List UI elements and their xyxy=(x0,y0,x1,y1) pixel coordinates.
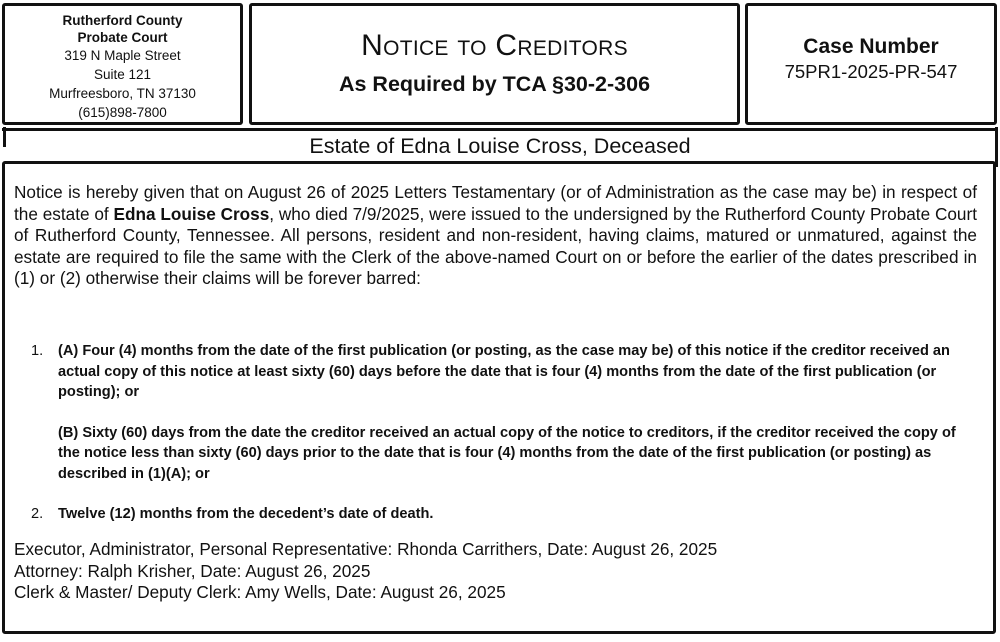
notice-title: Notice to Creditors xyxy=(361,29,628,62)
intro-text-part1: Notice is hereby given that on August 26 of 2025 Letters Testamentary (or of Administration as the case may be) in respect of the estate of xyxy=(14,182,977,224)
signature-block xyxy=(14,539,974,604)
list-item-number: 1. xyxy=(31,343,44,359)
court-address1: 319 N Maple Street xyxy=(64,48,181,63)
case-number-label: Case Number xyxy=(803,35,939,58)
court-city: Murfreesboro, TN 37130 xyxy=(49,86,196,101)
case-number-box xyxy=(745,3,997,125)
list-item xyxy=(31,341,976,403)
intro-text-part2: , who died 7/9/2025, were issued to the undersigned by the Rutherford County Probate Court of Rutherford County, Tennessee. All persons, resident and non-resident, having claims, matured or unmatured, against the estate are required to file the same with the Clerk of the above-named Court on or before the earlier of the dates prescribed in (1) or (2) otherwise their claims will be forever barred: xyxy=(14,203,977,288)
signature-executor: Executor, Administrator, Personal Representative: Rhonda Carrithers, Date: August 26, 2025 xyxy=(14,539,718,559)
court-address2: Suite 121 xyxy=(93,67,152,82)
signature-attorney: Attorney: Ralph Krisher, Date: August 26, 2025 xyxy=(14,560,371,581)
notice-body-box xyxy=(2,161,996,634)
list-item-text-a: (A) Four (4) months from the date of the first publication (or posting, as the case may be) of this notice if the creditor received an actual copy of this notice at least sixty (60) days before the date that is four (4) months from the date of the first publication (or posting); or xyxy=(58,343,950,400)
court-phone: (615)898-7800 xyxy=(78,105,167,120)
court-name-line2: Probate Court xyxy=(77,30,168,45)
list-item-number: 2. xyxy=(31,506,44,522)
intro-paragraph xyxy=(14,182,977,290)
court-info-box xyxy=(2,3,243,125)
signature-clerk: Clerk & Master/ Deputy Clerk: Amy Wells, Date: August 26, 2025 xyxy=(14,582,506,602)
estate-title: Estate of Edna Louise Cross, Deceased xyxy=(309,134,691,158)
notice-subtitle: As Required by TCA §30-2-306 xyxy=(338,72,651,96)
deadline-list xyxy=(31,341,976,525)
court-name-line1: Rutherford County xyxy=(62,13,183,28)
list-item-text-a: Twelve (12) months from the decedent’s date of death. xyxy=(58,506,434,522)
decedent-name: Edna Louise Cross xyxy=(113,203,270,224)
notice-title-box xyxy=(249,3,740,125)
list-item xyxy=(31,504,976,525)
list-item-text-b: (B) Sixty (60) days from the date the creditor received an actual copy of the notice to creditors, if the creditor received the copy of the notice less than sixty (60) days prior to the date that is four (4) months from the date of the first publication (or posting) as described in (1)(A); or xyxy=(58,424,956,482)
case-number-value: 75PR1-2025-PR-547 xyxy=(784,61,958,82)
